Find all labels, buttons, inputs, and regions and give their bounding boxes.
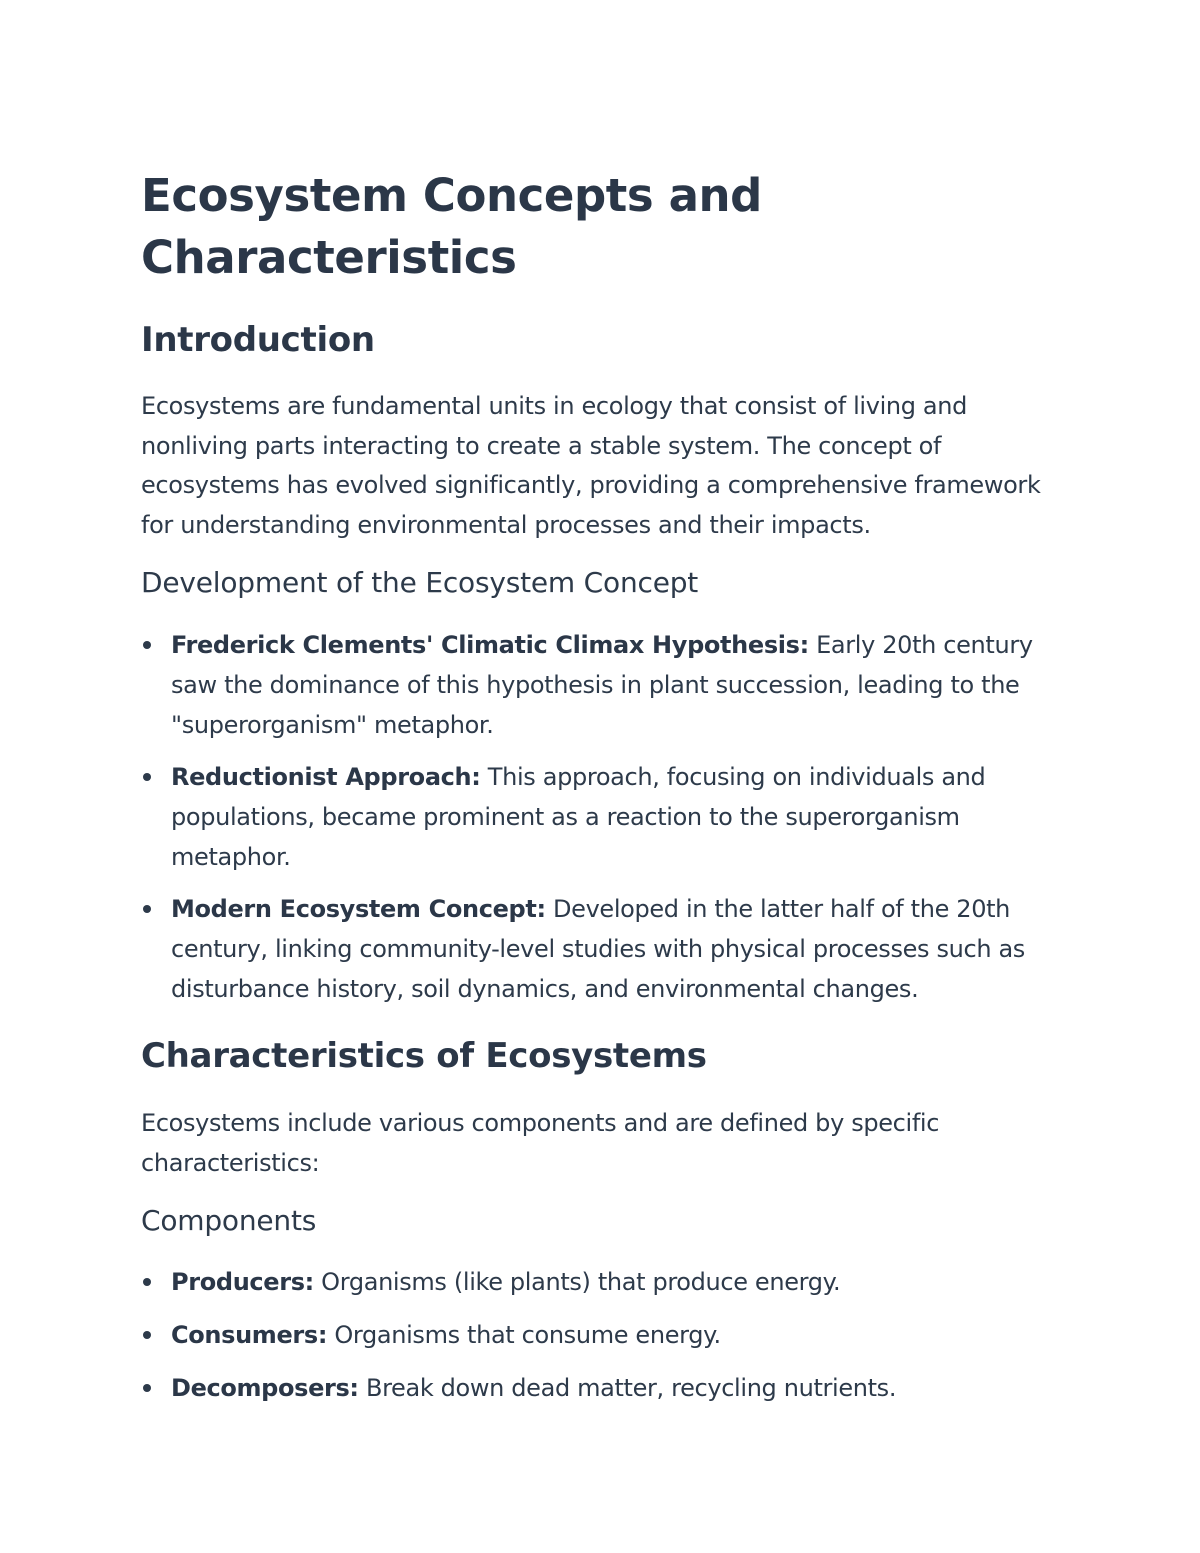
list-item-text: Organisms that consume energy. xyxy=(327,1321,721,1349)
list-item-term: Modern Ecosystem Concept: xyxy=(171,895,546,923)
list-item-term: Producers: xyxy=(171,1268,314,1296)
development-list xyxy=(141,625,1046,1009)
list-item-text: Break down dead matter, recycling nutrients. xyxy=(358,1374,897,1402)
introduction-paragraph: Ecosystems are fundamental units in ecology that consist of living and nonliving parts interacting to create a stable system. The concept of ecosystems has evolved significantly, providing a comprehensive framework for understanding environmental processes and their impacts. xyxy=(141,392,1041,539)
list-item-text: Early 20th century saw the dominance of this hypothesis in plant succession, leading to the "superorganism" metaphor. xyxy=(171,631,1033,739)
bullet-icon xyxy=(143,1278,151,1286)
bullet-icon xyxy=(143,773,151,781)
list-item-term: Consumers: xyxy=(171,1321,328,1349)
list-item-term: Frederick Clements' Climatic Climax Hypothesis: xyxy=(171,631,809,659)
components-list xyxy=(141,1262,1046,1408)
bullet-icon xyxy=(143,905,151,913)
list-item-term: Reductionist Approach: xyxy=(171,763,481,791)
list-item-text: This approach, focusing on individuals and populations, became prominent as a reaction to the superorganism metaphor. xyxy=(171,763,986,871)
bullet-icon xyxy=(143,1331,151,1339)
characteristics-heading: Characteristics of Ecosystems xyxy=(141,1036,707,1076)
list-item xyxy=(141,625,1046,745)
page-title: Ecosystem Concepts and Characteristics xyxy=(141,169,762,284)
bullet-icon xyxy=(143,641,151,649)
characteristics-paragraph: Ecosystems include various components and are defined by specific characteristics: xyxy=(141,1109,940,1177)
list-item-term: Decomposers: xyxy=(171,1374,359,1402)
list-item xyxy=(141,1262,1046,1302)
components-heading: Components xyxy=(141,1204,317,1237)
list-item-text: Developed in the latter half of the 20th century, linking community-level studies with physical processes such as disturbance history, soil dynamics, and environmental changes. xyxy=(171,895,1025,1003)
development-heading: Development of the Ecosystem Concept xyxy=(141,566,699,599)
list-item xyxy=(141,757,1046,877)
bullet-icon xyxy=(143,1384,151,1392)
list-item-text: Organisms (like plants) that produce energy. xyxy=(313,1268,841,1296)
list-item xyxy=(141,1368,1046,1408)
list-item xyxy=(141,889,1046,1009)
list-item xyxy=(141,1315,1046,1355)
introduction-heading: Introduction xyxy=(141,320,375,360)
